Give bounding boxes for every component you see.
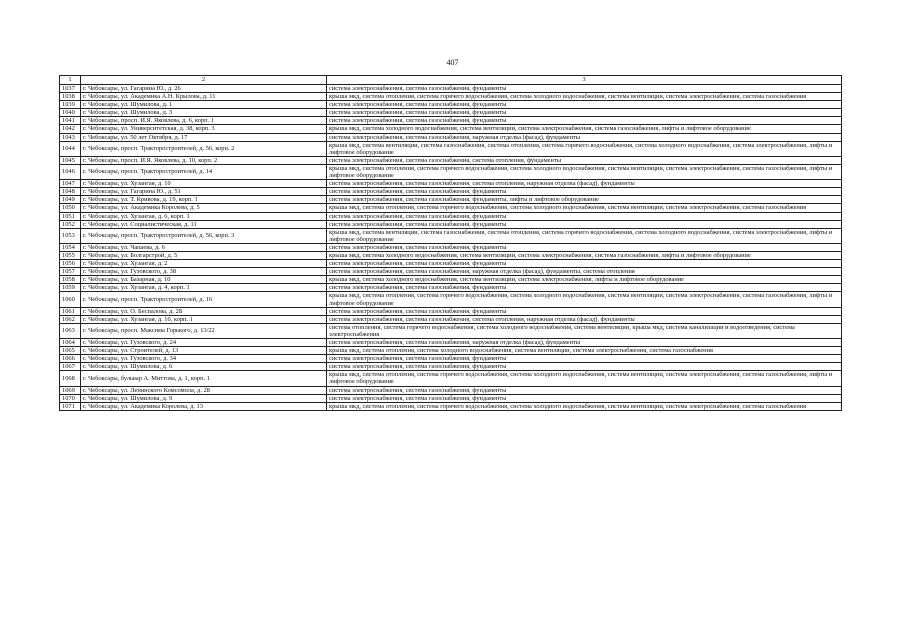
table-row <box>60 307 842 315</box>
registry-body <box>60 76 842 411</box>
table-row <box>60 85 842 93</box>
table-row <box>60 251 842 259</box>
row-number: 1039 <box>60 101 81 109</box>
table-row <box>60 323 842 338</box>
address-cell: г. Чебоксары, ул. Академика Королева, д. 5 <box>81 204 327 212</box>
works-cell: система электроснабжения, система газоснабжения, система отопления, наружная отделка (фасад), фундаменты <box>327 315 842 323</box>
works-cell: система электроснабжения, система газоснабжения, фундаменты <box>327 260 842 268</box>
row-number: 1038 <box>60 93 81 101</box>
column-number-row <box>60 76 842 85</box>
row-number: 1037 <box>60 85 81 93</box>
address-cell: г. Чебоксары, ул. Чапаева, д. 6 <box>81 243 327 251</box>
address-cell: г. Чебоксары, просп. Тракторостроителей, д. 56, корп. 3 <box>81 228 327 243</box>
row-number: 1041 <box>60 117 81 125</box>
row-number: 1052 <box>60 220 81 228</box>
table-row <box>60 228 842 243</box>
works-cell: система электроснабжения, система газоснабжения, наружная отделка (фасад), фундаменты <box>327 339 842 347</box>
column-header-2: 2 <box>81 76 327 85</box>
row-number: 1055 <box>60 251 81 259</box>
works-cell: крыша мкд, система холодного водоснабжения, система вентиляции, система электроснабжения, система газоснабжения, лифты и лифтовое оборудование <box>327 251 842 259</box>
table-row <box>60 109 842 117</box>
address-cell: г. Чебоксары, ул. Болгарстрой, д. 5 <box>81 251 327 259</box>
row-number: 1047 <box>60 180 81 188</box>
address-cell: г. Чебоксары, просп. Тракторостроителей, д. 14 <box>81 164 327 179</box>
table-row <box>60 355 842 363</box>
housing-registry-table <box>59 75 842 411</box>
row-number: 1059 <box>60 284 81 292</box>
works-cell: система электроснабжения, система газоснабжения, фундаменты <box>327 117 842 125</box>
table-row <box>60 164 842 179</box>
table-row <box>60 276 842 284</box>
table-row <box>60 363 842 371</box>
row-number: 1062 <box>60 315 81 323</box>
row-number: 1057 <box>60 268 81 276</box>
row-number: 1046 <box>60 164 81 179</box>
table-row <box>60 188 842 196</box>
address-cell: г. Чебоксары, ул. Хузангая, д. 10 <box>81 180 327 188</box>
address-cell: г. Чебоксары, ул. Гагарина Ю., д. 26 <box>81 85 327 93</box>
table-row <box>60 268 842 276</box>
table-row <box>60 402 842 410</box>
works-cell: система электроснабжения, система газоснабжения, фундаменты <box>327 101 842 109</box>
row-number: 1060 <box>60 292 81 307</box>
row-number: 1066 <box>60 355 81 363</box>
works-cell: крыша мкд, система вентиляции, система газоснабжения, система отопления, система горячего водоснабжения, система холодного водоснабжения, система электроснабжения, лифты и лифтовое оборудование <box>327 141 842 156</box>
table-row <box>60 141 842 156</box>
address-cell: г. Чебоксары, ул. Хузангая, д. 4, корп. 1 <box>81 284 327 292</box>
address-cell: г. Чебоксары, ул. Гузовского, д. 38 <box>81 268 327 276</box>
works-cell: система электроснабжения, система газоснабжения, фундаменты <box>327 243 842 251</box>
row-number: 1044 <box>60 141 81 156</box>
works-cell: система электроснабжения, система газоснабжения, наружная отделка (фасад), фундаменты, система отопления <box>327 268 842 276</box>
table-row <box>60 125 842 133</box>
works-cell: крыша мкд, система отопления, система горячего водоснабжения, система холодного водоснабжения, система вентиляции, система электроснабжения, система газоснабжения <box>327 204 842 212</box>
address-cell: г. Чебоксары, ул. Базарная, д. 10 <box>81 276 327 284</box>
table-row <box>60 394 842 402</box>
row-number: 1051 <box>60 212 81 220</box>
table-row <box>60 371 842 386</box>
works-cell: крыша мкд, система холодного водоснабжения, система вентиляции, система электроснабжения, система газоснабжения, лифты и лифтовое оборудование <box>327 125 842 133</box>
works-cell: система электроснабжения, система газоснабжения, фундаменты <box>327 307 842 315</box>
table-row <box>60 220 842 228</box>
table-row <box>60 117 842 125</box>
table-row <box>60 204 842 212</box>
address-cell: г. Чебоксары, просп. Максима Горького, д. 13/22 <box>81 323 327 338</box>
works-cell: система электроснабжения, система газоснабжения, фундаменты <box>327 212 842 220</box>
row-number: 1071 <box>60 402 81 410</box>
works-cell: система электроснабжения, система газоснабжения, фундаменты <box>327 284 842 292</box>
works-cell: система электроснабжения, система газоснабжения, фундаменты <box>327 109 842 117</box>
address-cell: г. Чебоксары, ул. Гагарина Ю., д. 51 <box>81 188 327 196</box>
row-number: 1042 <box>60 125 81 133</box>
works-cell: система электроснабжения, система газоснабжения, фундаменты <box>327 386 842 394</box>
row-number: 1069 <box>60 386 81 394</box>
table-row <box>60 386 842 394</box>
column-header-3: 3 <box>327 76 842 85</box>
table-row <box>60 133 842 141</box>
works-cell: крыша мкд, система отопления, система горячего водоснабжения, система холодного водоснабжения, система вентиляции, система электроснабжения, система газоснабжения <box>327 93 842 101</box>
works-cell: крыша мкд, система вентиляции, система газоснабжения, система отопления, система горячего водоснабжения, система холодного водоснабжения, система электроснабжения, лифты и лифтовое оборудование <box>327 228 842 243</box>
table-row <box>60 339 842 347</box>
column-header-1: 1 <box>60 76 81 85</box>
table-row <box>60 347 842 355</box>
table-row <box>60 101 842 109</box>
table-row <box>60 243 842 251</box>
row-number: 1065 <box>60 347 81 355</box>
works-cell: крыша мкд, система отопления, система горячего водоснабжения, система холодного водоснабжения, система вентиляции, система электроснабжения, система газоснабжения, лифты и лифтовое оборудование <box>327 164 842 179</box>
row-number: 1064 <box>60 339 81 347</box>
row-number: 1070 <box>60 394 81 402</box>
address-cell: г. Чебоксары, просп. Тракторостроителей, д. 56, корп. 2 <box>81 141 327 156</box>
table-row <box>60 284 842 292</box>
table-row <box>60 292 842 307</box>
row-number: 1050 <box>60 204 81 212</box>
works-cell: система электроснабжения, система газоснабжения, фундаменты <box>327 355 842 363</box>
works-cell: система электроснабжения, система газоснабжения, фундаменты <box>327 220 842 228</box>
address-cell: г. Чебоксары, просп. И.Я. Яковлева, д. 6, корп. 1 <box>81 117 327 125</box>
table-row <box>60 93 842 101</box>
works-cell: крыша мкд, система отопления, система холодного водоснабжения, система вентиляции, система электроснабжения, система газоснабжения <box>327 347 842 355</box>
address-cell: г. Чебоксары, ул. Университетская, д. 38, корп. 3 <box>81 125 327 133</box>
works-cell: крыша мкд, система холодного водоснабжения, система вентиляции, система электроснабжения, лифты и лифтовое оборудование <box>327 276 842 284</box>
works-cell: система электроснабжения, система газоснабжения, фундаменты <box>327 85 842 93</box>
row-number: 1068 <box>60 371 81 386</box>
row-number: 1040 <box>60 109 81 117</box>
works-cell: система электроснабжения, система газоснабжения, фундаменты <box>327 363 842 371</box>
row-number: 1045 <box>60 156 81 164</box>
address-cell: г. Чебоксары, ул. Шумилова, д. 6 <box>81 363 327 371</box>
page-number: 407 <box>446 58 459 67</box>
works-cell: система электроснабжения, система газоснабжения, фундаменты <box>327 188 842 196</box>
table-row <box>60 315 842 323</box>
works-cell: система электроснабжения, система газоснабжения, фундаменты <box>327 394 842 402</box>
works-cell: крыша мкд, система отопления, система горячего водоснабжения, система холодного водоснабжения, система вентиляции, система электроснабжения, система газоснабжения <box>327 402 842 410</box>
works-cell: система отопления, система горячего водоснабжения, система холодного водоснабжения, система вентиляции, крыша мкд, система канализации и водоотведения, система электроснабжения <box>327 323 842 338</box>
address-cell: г. Чебоксары, ул. Т. Кривова, д. 19, корп. 1 <box>81 196 327 204</box>
row-number: 1063 <box>60 323 81 338</box>
table-row <box>60 196 842 204</box>
row-number: 1067 <box>60 363 81 371</box>
address-cell: г. Чебоксары, ул. Социалистическая, д. 11 <box>81 220 327 228</box>
address-cell: г. Чебоксары, ул. Академика Королева, д. 13 <box>81 402 327 410</box>
row-number: 1056 <box>60 260 81 268</box>
address-cell: г. Чебоксары, ул. Шумилова, д. 1 <box>81 101 327 109</box>
works-cell: система электроснабжения, система газоснабжения, система отопления, наружная отделка (фасад), фундаменты <box>327 180 842 188</box>
address-cell: г. Чебоксары, ул. Хузангая, д. 6, корп. 1 <box>81 212 327 220</box>
address-cell: г. Чебоксары, ул. Шумилова, д. 9 <box>81 394 327 402</box>
address-cell: г. Чебоксары, ул. Гузовского, д. 24 <box>81 339 327 347</box>
address-cell: г. Чебоксары, ул. 50 лет Октября, д. 17 <box>81 133 327 141</box>
works-cell: крыша мкд, система отопления, система горячего водоснабжения, система холодного водоснабжения, система вентиляции, система электроснабжения, система газоснабжения, лифты и лифтовое оборудование <box>327 292 842 307</box>
row-number: 1053 <box>60 228 81 243</box>
row-number: 1043 <box>60 133 81 141</box>
row-number: 1054 <box>60 243 81 251</box>
row-number: 1048 <box>60 188 81 196</box>
address-cell: г. Чебоксары, ул. Шумилова, д. 3 <box>81 109 327 117</box>
address-cell: г. Чебоксары, бульвар А. Миттова, д. 1, корп. 1 <box>81 371 327 386</box>
address-cell: г. Чебоксары, ул. Ленинского Комсомола, д. 28 <box>81 386 327 394</box>
table-row <box>60 260 842 268</box>
works-cell: система электроснабжения, система газоснабжения, фундаменты, лифты и лифтовое оборудование <box>327 196 842 204</box>
table-row <box>60 180 842 188</box>
address-cell: г. Чебоксары, ул. Гузовского, д. 34 <box>81 355 327 363</box>
address-cell: г. Чебоксары, ул. Хузангая, д. 10, корп. 1 <box>81 315 327 323</box>
works-cell: система электроснабжения, система газоснабжения, система отопления, фундаменты <box>327 156 842 164</box>
works-cell: крыша мкд, система отопления, система горячего водоснабжения, система холодного водоснабжения, система вентиляции, система электроснабжения, система газоснабжения, лифты и лифтовое оборудование <box>327 371 842 386</box>
address-cell: г. Чебоксары, просп. И.Я. Яковлева, д. 10, корп. 2 <box>81 156 327 164</box>
address-cell: г. Чебоксары, ул. Хузангая, д. 2 <box>81 260 327 268</box>
row-number: 1058 <box>60 276 81 284</box>
works-cell: система электроснабжения, система газоснабжения, наружная отделка (фасад), фундаменты <box>327 133 842 141</box>
address-cell: г. Чебоксары, ул. Строителей, д. 13 <box>81 347 327 355</box>
row-number: 1049 <box>60 196 81 204</box>
address-cell: г. Чебоксары, просп. Тракторостроителей, д. 16 <box>81 292 327 307</box>
table-row <box>60 156 842 164</box>
address-cell: г. Чебоксары, ул. Академика А.Н. Крылова, д. 11 <box>81 93 327 101</box>
row-number: 1061 <box>60 307 81 315</box>
address-cell: г. Чебоксары, ул. О. Беспалова, д. 2Б <box>81 307 327 315</box>
table-row <box>60 212 842 220</box>
